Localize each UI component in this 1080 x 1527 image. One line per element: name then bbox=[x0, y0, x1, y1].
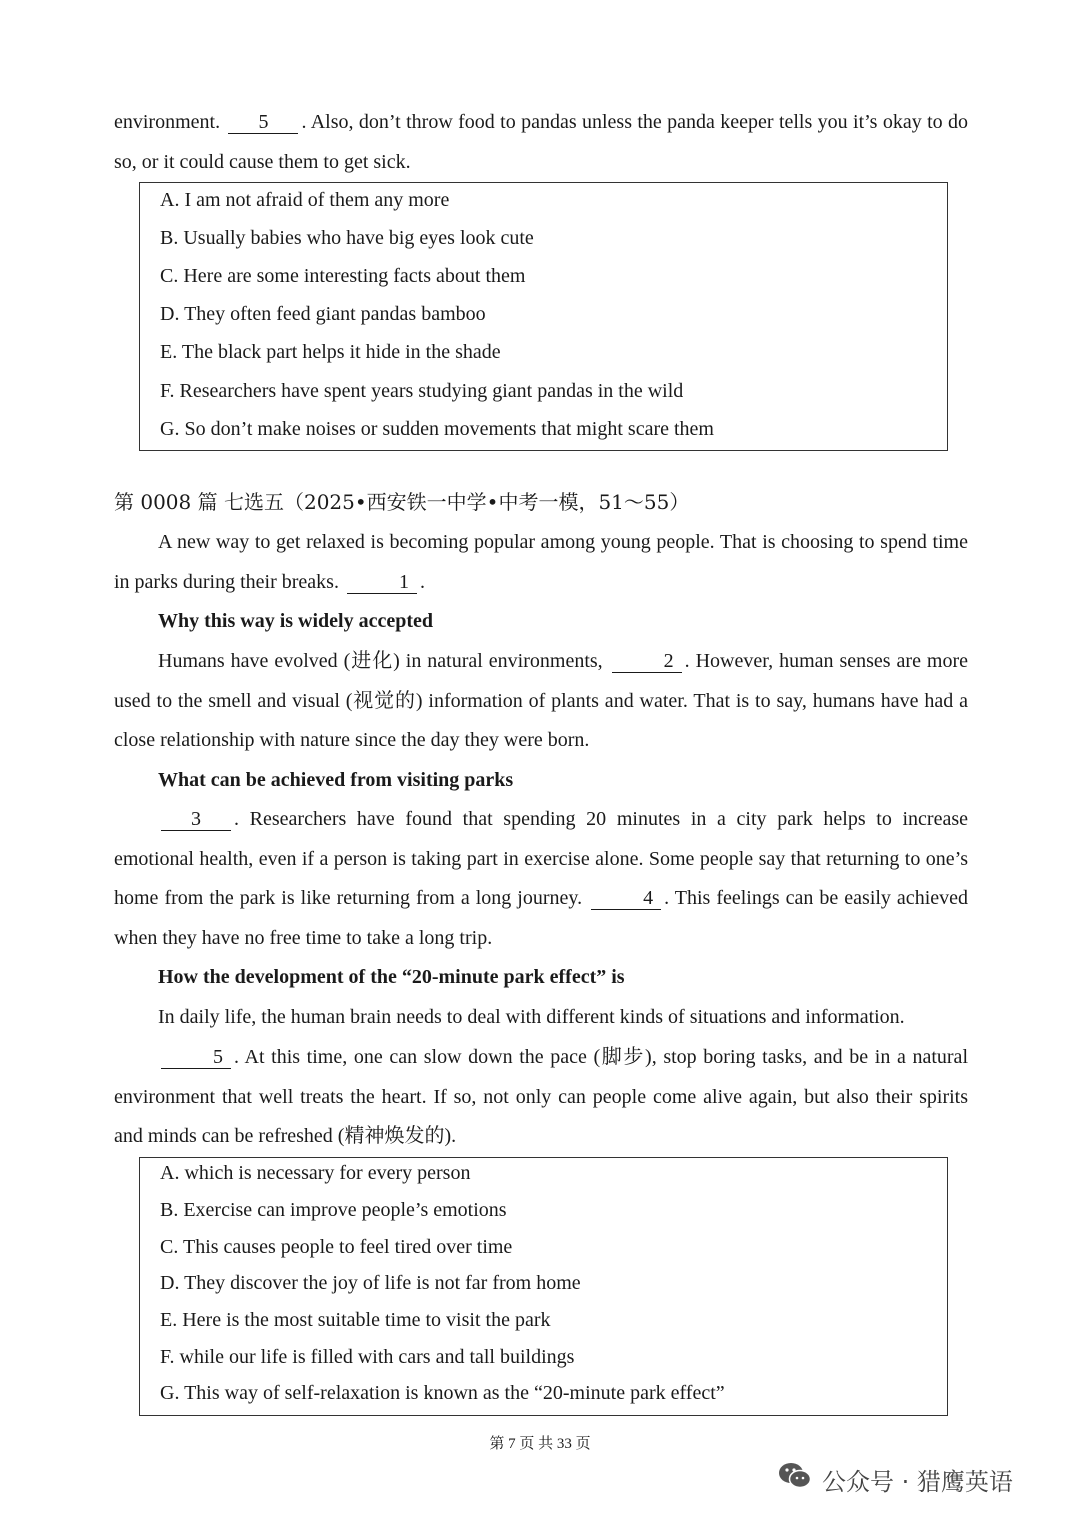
paragraph-evolution: Humans have evolved (进化) in natural environments, 2 . However, human senses are more used to the smell and visual (视觉的) information of plants and water. That is to say, humans have had a close relationship with nature since the day they were born. bbox=[114, 650, 969, 751]
intro-paragraph: A new way to get relaxed is becoming popular among young people. That is choosing to spend time in parks during their breaks. 1 . bbox=[114, 531, 968, 593]
option-item: F. while our life is filled with cars and tall buildings bbox=[160, 1346, 575, 1368]
watermark-text: 公众号 · 猎鹰英语 bbox=[822, 1467, 1013, 1496]
option-item: A. I am not afraid of them any more bbox=[160, 189, 450, 211]
option-item: G. This way of self-relaxation is known as the “20-minute park effect” bbox=[160, 1382, 725, 1404]
continuation-paragraph: environment. 5 . Also, don’t throw food to pandas unless the panda keeper tells you it’s okay to do so, or it could cause them to get sick. bbox=[114, 111, 968, 173]
answer-blank-5b: 5 bbox=[161, 1046, 231, 1069]
answer-blank-2: 2 bbox=[612, 650, 682, 673]
subheading-3: How the development of the “20-minute park effect” is bbox=[158, 966, 625, 988]
subheading-2: What can be achieved from visiting parks bbox=[158, 769, 514, 791]
option-item: D. They often feed giant pandas bamboo bbox=[160, 303, 486, 325]
answer-blank-4: 4 bbox=[591, 887, 661, 910]
answer-blank-3: 3 bbox=[161, 808, 231, 831]
option-item: E. The black part helps it hide in the shade bbox=[160, 341, 501, 363]
page-number: 第 7 页 共 33 页 bbox=[489, 1436, 591, 1452]
option-item: C. Here are some interesting facts about them bbox=[160, 265, 526, 287]
answer-blank-5: 5 bbox=[228, 111, 298, 134]
option-item: A. which is necessary for every person bbox=[160, 1162, 471, 1184]
section-title: 第 0008 篇 七选五（2025•西安铁一中学•中考一模，51～55） bbox=[114, 490, 690, 514]
paragraph-benefits: 3 . Researchers have found that spending 20 minutes in a city park helps to increase emotional health, even if a person is taking part in exercise alone. Some people say that returning to one’s home from the park is like returning from a long journey. 4 . This feelings can be easily achieved when they have no free time to take a long trip. bbox=[114, 808, 968, 949]
answer-blank-1: 1 bbox=[347, 571, 417, 594]
options-box-1 bbox=[139, 182, 948, 451]
subheading-1: Why this way is widely accepted bbox=[158, 610, 433, 632]
wechat-icon bbox=[778, 1461, 812, 1497]
watermark bbox=[778, 1461, 1013, 1497]
option-item: D. They discover the joy of life is not far from home bbox=[160, 1272, 581, 1294]
paragraph-daily-life: In daily life, the human brain needs to deal with different kinds of situations and information. bbox=[158, 1006, 905, 1028]
option-item: B. Exercise can improve people’s emotions bbox=[160, 1199, 507, 1221]
option-item: C. This causes people to feel tired over time bbox=[160, 1236, 513, 1258]
options-box-2 bbox=[139, 1157, 948, 1416]
option-item: B. Usually babies who have big eyes look cute bbox=[160, 227, 534, 249]
paragraph-refresh: 5 . At this time, one can slow down the pace (脚步), stop boring tasks, and be in a natural environment that well treats the heart. If so, not only can people come alive again, but also their spirits and minds can be refreshed (精神焕发的). bbox=[114, 1046, 968, 1147]
option-item: G. So don’t make noises or sudden movements that might scare them bbox=[160, 418, 714, 440]
option-item: F. Researchers have spent years studying giant pandas in the wild bbox=[160, 380, 684, 402]
option-item: E. Here is the most suitable time to visit the park bbox=[160, 1309, 551, 1331]
